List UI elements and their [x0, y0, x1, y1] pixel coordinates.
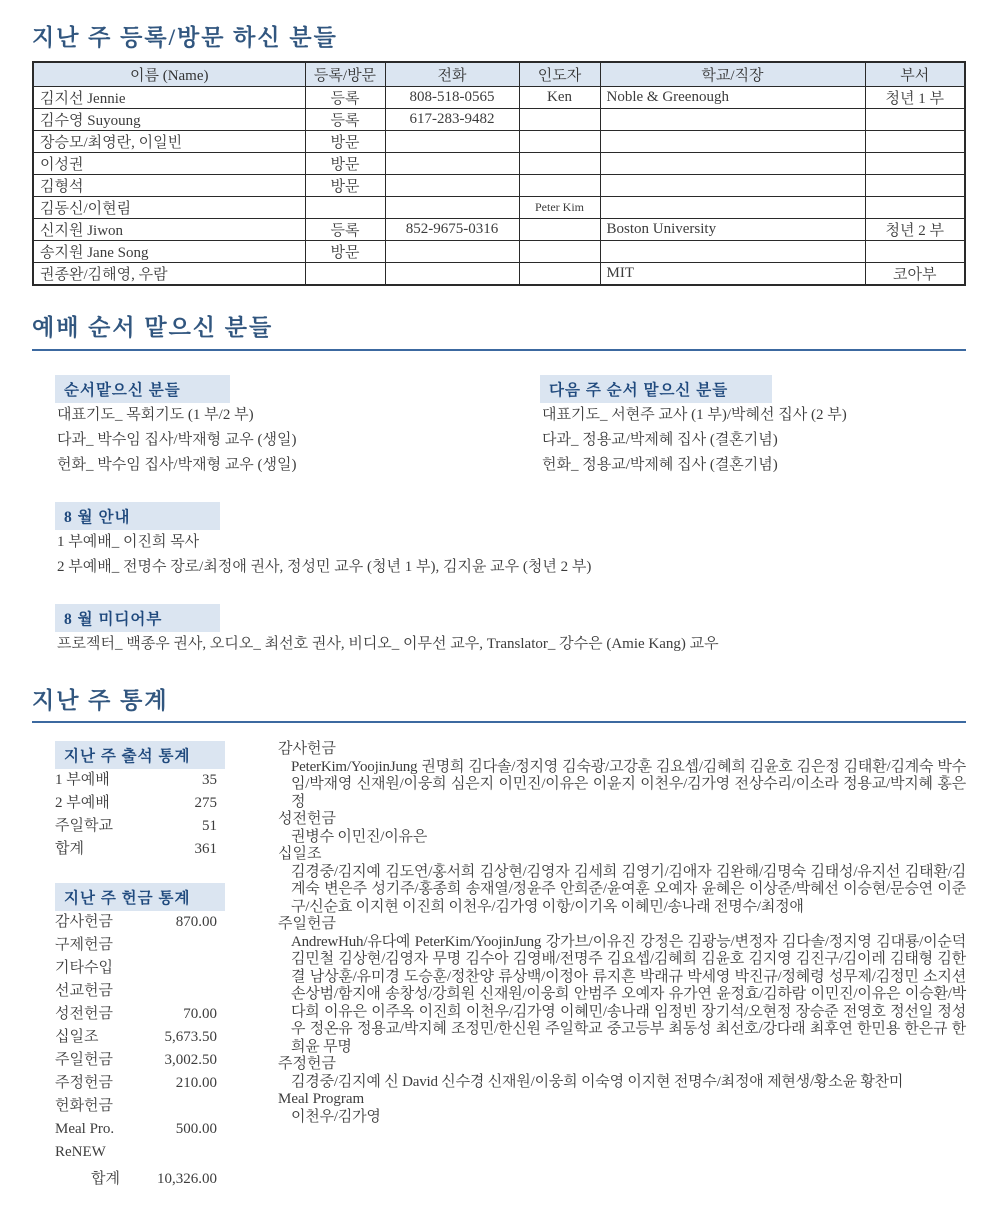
table-row	[33, 109, 965, 131]
table-row	[33, 175, 965, 197]
stat-name: 주정헌금	[55, 1075, 113, 1092]
cell-name: 김형석	[33, 175, 305, 197]
offering-total-row	[55, 1168, 217, 1191]
duty-line: 대표기도_ 서현주 교사 (1 부)/박혜선 집사 (2 부)	[542, 406, 847, 423]
cell-school	[600, 153, 865, 175]
cell-dept	[865, 131, 965, 153]
col-header-phone: 전화	[385, 62, 519, 87]
cell-dept	[865, 153, 965, 175]
stat-name: 구제헌금	[55, 937, 113, 954]
cell-dept	[865, 109, 965, 131]
offering-category-label: 감사헌금	[278, 741, 336, 758]
duty-line: 다과_ 박수임 집사/박재형 교우 (생일)	[57, 431, 297, 448]
cell-reg: 방문	[305, 153, 385, 175]
media-line: 프로젝터_ 백종우 권사, 오디오_ 최선호 권사, 비디오_ 이무선 교우, Translator_ 강수은 (Amie Kang) 교우	[57, 635, 719, 652]
section-title-worship: 예배 순서 맡으신 분들	[32, 314, 966, 351]
cell-phone	[385, 263, 519, 286]
offering-category-names: PeterKim/YoojinJung 권명희 김다솔/정지영 김숙광/고강훈 김요셉/김혜희 김윤호 김은정 김태환/김계숙 박수임/박재영 신재원/이웅희 심은지 이민진/이유은 이윤지 이천우/김가영 전상수리/이소라 정용교/박지혜 홍은정	[291, 758, 966, 810]
cell-name: 이성권	[33, 153, 305, 175]
cell-reg: 방문	[305, 241, 385, 263]
cell-phone	[385, 175, 519, 197]
table-row	[33, 241, 965, 263]
cell-dept: 코아부	[865, 263, 965, 286]
offering-row	[55, 1072, 217, 1095]
offering-category	[278, 916, 966, 1056]
duty-line: 대표기도_ 목회기도 (1 부/2 부)	[57, 406, 254, 423]
col-header-school-work: 학교/직장	[600, 62, 865, 87]
offering-category	[278, 1091, 966, 1126]
stat-name: 1 부예배	[55, 772, 110, 789]
cell-name: 권종완/김해영, 우람	[33, 263, 305, 286]
stats-left-column	[55, 741, 248, 1191]
offering-category	[278, 846, 966, 916]
offering-category-label: 주정헌금	[278, 1056, 336, 1073]
cell-reg: 등록	[305, 109, 385, 131]
attendance-stats-label: 지난 주 출석 통계	[55, 741, 225, 769]
cell-name: 송지원 Jane Song	[33, 241, 305, 263]
section-title-visitors: 지난 주 등록/방문 하신 분들	[32, 25, 338, 50]
cell-leader	[519, 175, 600, 197]
stat-value: 361	[194, 841, 217, 858]
stat-name: 십일조	[55, 1029, 99, 1046]
stat-name: 주일학교	[55, 818, 113, 835]
cell-reg: 방문	[305, 175, 385, 197]
stat-name: 성전헌금	[55, 1006, 113, 1023]
offering-row	[55, 1049, 217, 1072]
section-title-stats: 지난 주 통계	[32, 687, 966, 724]
stat-value: 5,673.50	[164, 1029, 217, 1046]
attendance-row	[55, 792, 217, 815]
visitors-table-header-row	[33, 62, 965, 87]
offering-row	[55, 934, 217, 957]
offering-row	[55, 1141, 217, 1164]
cell-leader	[519, 219, 600, 241]
cell-leader	[519, 241, 600, 263]
attendance-row	[55, 769, 217, 792]
offering-category-names: AndrewHuh/유다예 PeterKim/YoojinJung 강가브/이유진 강정은 김광능/변정자 김다솔/정지영 김대룡/이순덕 김민철 김상현/김영자 무명 김수아 김영배/전명주 김요셉/김혜희 김윤호 김지영 김진구/김이레 김태형 김한결 남상훈/유미경 도승훈/정찬양 류상백/이정아 류지흔 박래규 박세영 박진규/정혜령 성무제/김정민 소지션 손상범/함지애 송창성/강희원 신재원/이웅희 안범주 오예자 유가연 윤정효/김하람 이민진/이유은 이승환/박다희 이유은 이주옥 이진희 이천우/김가영 이혜민/송나래 임정빈 장기석/오현정 장승준 전영호 정선일 정성우 정온유 정용교/박지혜 조정민/한신원 주일학교 중고등부 최동성 최선호/강다래 최후연 한민용 한은규 한희윤 무명	[291, 933, 966, 1055]
visitors-table	[32, 61, 966, 287]
table-row	[33, 197, 965, 219]
stat-name: 선교헌금	[55, 983, 113, 1000]
stats-columns	[32, 741, 966, 1191]
cell-name: 김동신/이현림	[33, 197, 305, 219]
offering-row	[55, 980, 217, 1003]
cell-leader: Ken	[519, 87, 600, 109]
cell-dept	[865, 197, 965, 219]
offering-row	[55, 1118, 217, 1141]
cell-dept	[865, 175, 965, 197]
attendance-row	[55, 838, 217, 861]
offering-category-names: 권병수 이민진/이유은	[291, 828, 428, 845]
stat-value: 870.00	[175, 914, 217, 931]
cell-leader: Peter Kim	[519, 197, 600, 219]
table-row	[33, 263, 965, 286]
cell-reg: 방문	[305, 131, 385, 153]
offering-stats-label: 지난 주 헌금 통계	[55, 883, 225, 911]
next-week-duty-label: 다음 주 순서 맡으신 분들	[540, 375, 772, 403]
cell-leader	[519, 131, 600, 153]
stat-value: 275	[194, 795, 217, 812]
next-week-duty-block	[540, 375, 966, 478]
august-notice-block	[55, 502, 966, 580]
cell-reg: 등록	[305, 87, 385, 109]
offering-category-label: 성전헌금	[278, 811, 336, 828]
table-row	[33, 131, 965, 153]
cell-reg	[305, 263, 385, 286]
cell-dept: 청년 2 부	[865, 219, 965, 241]
cell-phone	[385, 241, 519, 263]
duty-line: 헌화_ 정용교/박제혜 집사 (결혼기념)	[542, 456, 778, 473]
stat-value: 51	[202, 818, 217, 835]
stat-name: 감사헌금	[55, 914, 113, 931]
offering-category-label: Meal Program	[278, 1091, 365, 1108]
cell-school: Boston University	[600, 219, 865, 241]
cell-leader	[519, 263, 600, 286]
attendance-row	[55, 815, 217, 838]
august-notice-label: 8 월 안내	[55, 502, 220, 530]
worship-duty-columns	[32, 375, 966, 478]
cell-phone	[385, 131, 519, 153]
stat-name: 합계	[55, 841, 84, 858]
cell-phone	[385, 197, 519, 219]
cell-school	[600, 131, 865, 153]
cell-school	[600, 109, 865, 131]
stat-name: 주일헌금	[55, 1052, 113, 1069]
stat-name: 2 부예배	[55, 795, 110, 812]
table-row	[33, 153, 965, 175]
offering-category-label: 주일헌금	[278, 916, 336, 933]
cell-phone: 617-283-9482	[385, 109, 519, 131]
offering-row	[55, 1095, 217, 1118]
cell-school	[600, 241, 865, 263]
offering-category-names: 이천우/김가영	[291, 1108, 381, 1125]
stat-name: 헌화헌금	[55, 1098, 113, 1115]
cell-leader	[519, 153, 600, 175]
stat-name: Meal Pro.	[55, 1121, 115, 1138]
cell-school	[600, 197, 865, 219]
cell-reg: 등록	[305, 219, 385, 241]
august-media-label: 8 월 미디어부	[55, 604, 220, 632]
offering-category-label: 십일조	[278, 846, 322, 863]
cell-name: 김지선 Jennie	[33, 87, 305, 109]
cell-reg	[305, 197, 385, 219]
offering-category-names: 김경중/김지예 신 David 신수경 신재원/이웅희 이숙영 이지현 전명수/최정애 제현생/황소윤 황찬미	[291, 1073, 904, 1090]
cell-school: Noble & Greenough	[600, 87, 865, 109]
stat-value: 210.00	[175, 1075, 217, 1092]
notice-line: 2 부예배_ 전명수 장로/최정애 권사, 정성민 교우 (청년 1 부), 김지윤 교우 (청년 2 부)	[57, 558, 592, 575]
col-header-dept: 부서	[865, 62, 965, 87]
offering-stats-block	[55, 883, 248, 1191]
stat-name: ReNEW	[55, 1144, 106, 1161]
col-header-reg-visit: 등록/방문	[305, 62, 385, 87]
offering-category	[278, 811, 966, 846]
duty-line: 헌화_ 박수임 집사/박재형 교우 (생일)	[57, 456, 297, 473]
cell-phone	[385, 153, 519, 175]
offering-row	[55, 1003, 217, 1026]
offering-category	[278, 741, 966, 811]
cell-name: 김수영 Suyoung	[33, 109, 305, 131]
offering-names-column	[278, 741, 966, 1191]
offering-category	[278, 1056, 966, 1091]
stat-value: 3,002.50	[164, 1052, 217, 1069]
august-media-block	[55, 604, 966, 657]
cell-school	[600, 175, 865, 197]
cell-dept: 청년 1 부	[865, 87, 965, 109]
offering-category-names: 김경중/김지예 김도연/홍서희 김상현/김영자 김세희 김영기/김애자 김완해/김명숙 김태성/유지선 김태환/김계숙 변은주 성기주/홍종희 송재열/정윤주 안희준/윤여훈 오예자 윤혜은 이상준/박혜선 이승현/문승연 이준구/신순효 이지현 이진희 이천우/김가영 이항/이기옥 이혜민/송나래 전명수/최정애	[291, 863, 966, 915]
table-row	[33, 87, 965, 109]
cell-phone: 852-9675-0316	[385, 219, 519, 241]
cell-name: 장승모/최영란, 이일빈	[33, 131, 305, 153]
cell-phone: 808-518-0565	[385, 87, 519, 109]
offering-total-label: 합계	[91, 1171, 120, 1188]
col-header-name: 이름 (Name)	[33, 62, 305, 87]
stat-value: 500.00	[175, 1121, 217, 1138]
stat-name: 기타수입	[55, 960, 113, 977]
cell-dept	[865, 241, 965, 263]
col-header-leader: 인도자	[519, 62, 600, 87]
notice-line: 1 부예배_ 이진희 목사	[57, 533, 200, 550]
cell-leader	[519, 109, 600, 131]
offering-row	[55, 1026, 217, 1049]
cell-name: 신지원 Jiwon	[33, 219, 305, 241]
table-row	[33, 219, 965, 241]
duty-line: 다과_ 정용교/박제혜 집사 (결혼기념)	[542, 431, 778, 448]
offering-row	[55, 911, 217, 934]
this-week-duty-label: 순서맡으신 분들	[55, 375, 230, 403]
stat-value: 35	[202, 772, 217, 789]
cell-school: MIT	[600, 263, 865, 286]
offering-row	[55, 957, 217, 980]
this-week-duty-block	[55, 375, 540, 478]
offering-total-value: 10,326.00	[157, 1171, 217, 1188]
stat-value: 70.00	[183, 1006, 217, 1023]
